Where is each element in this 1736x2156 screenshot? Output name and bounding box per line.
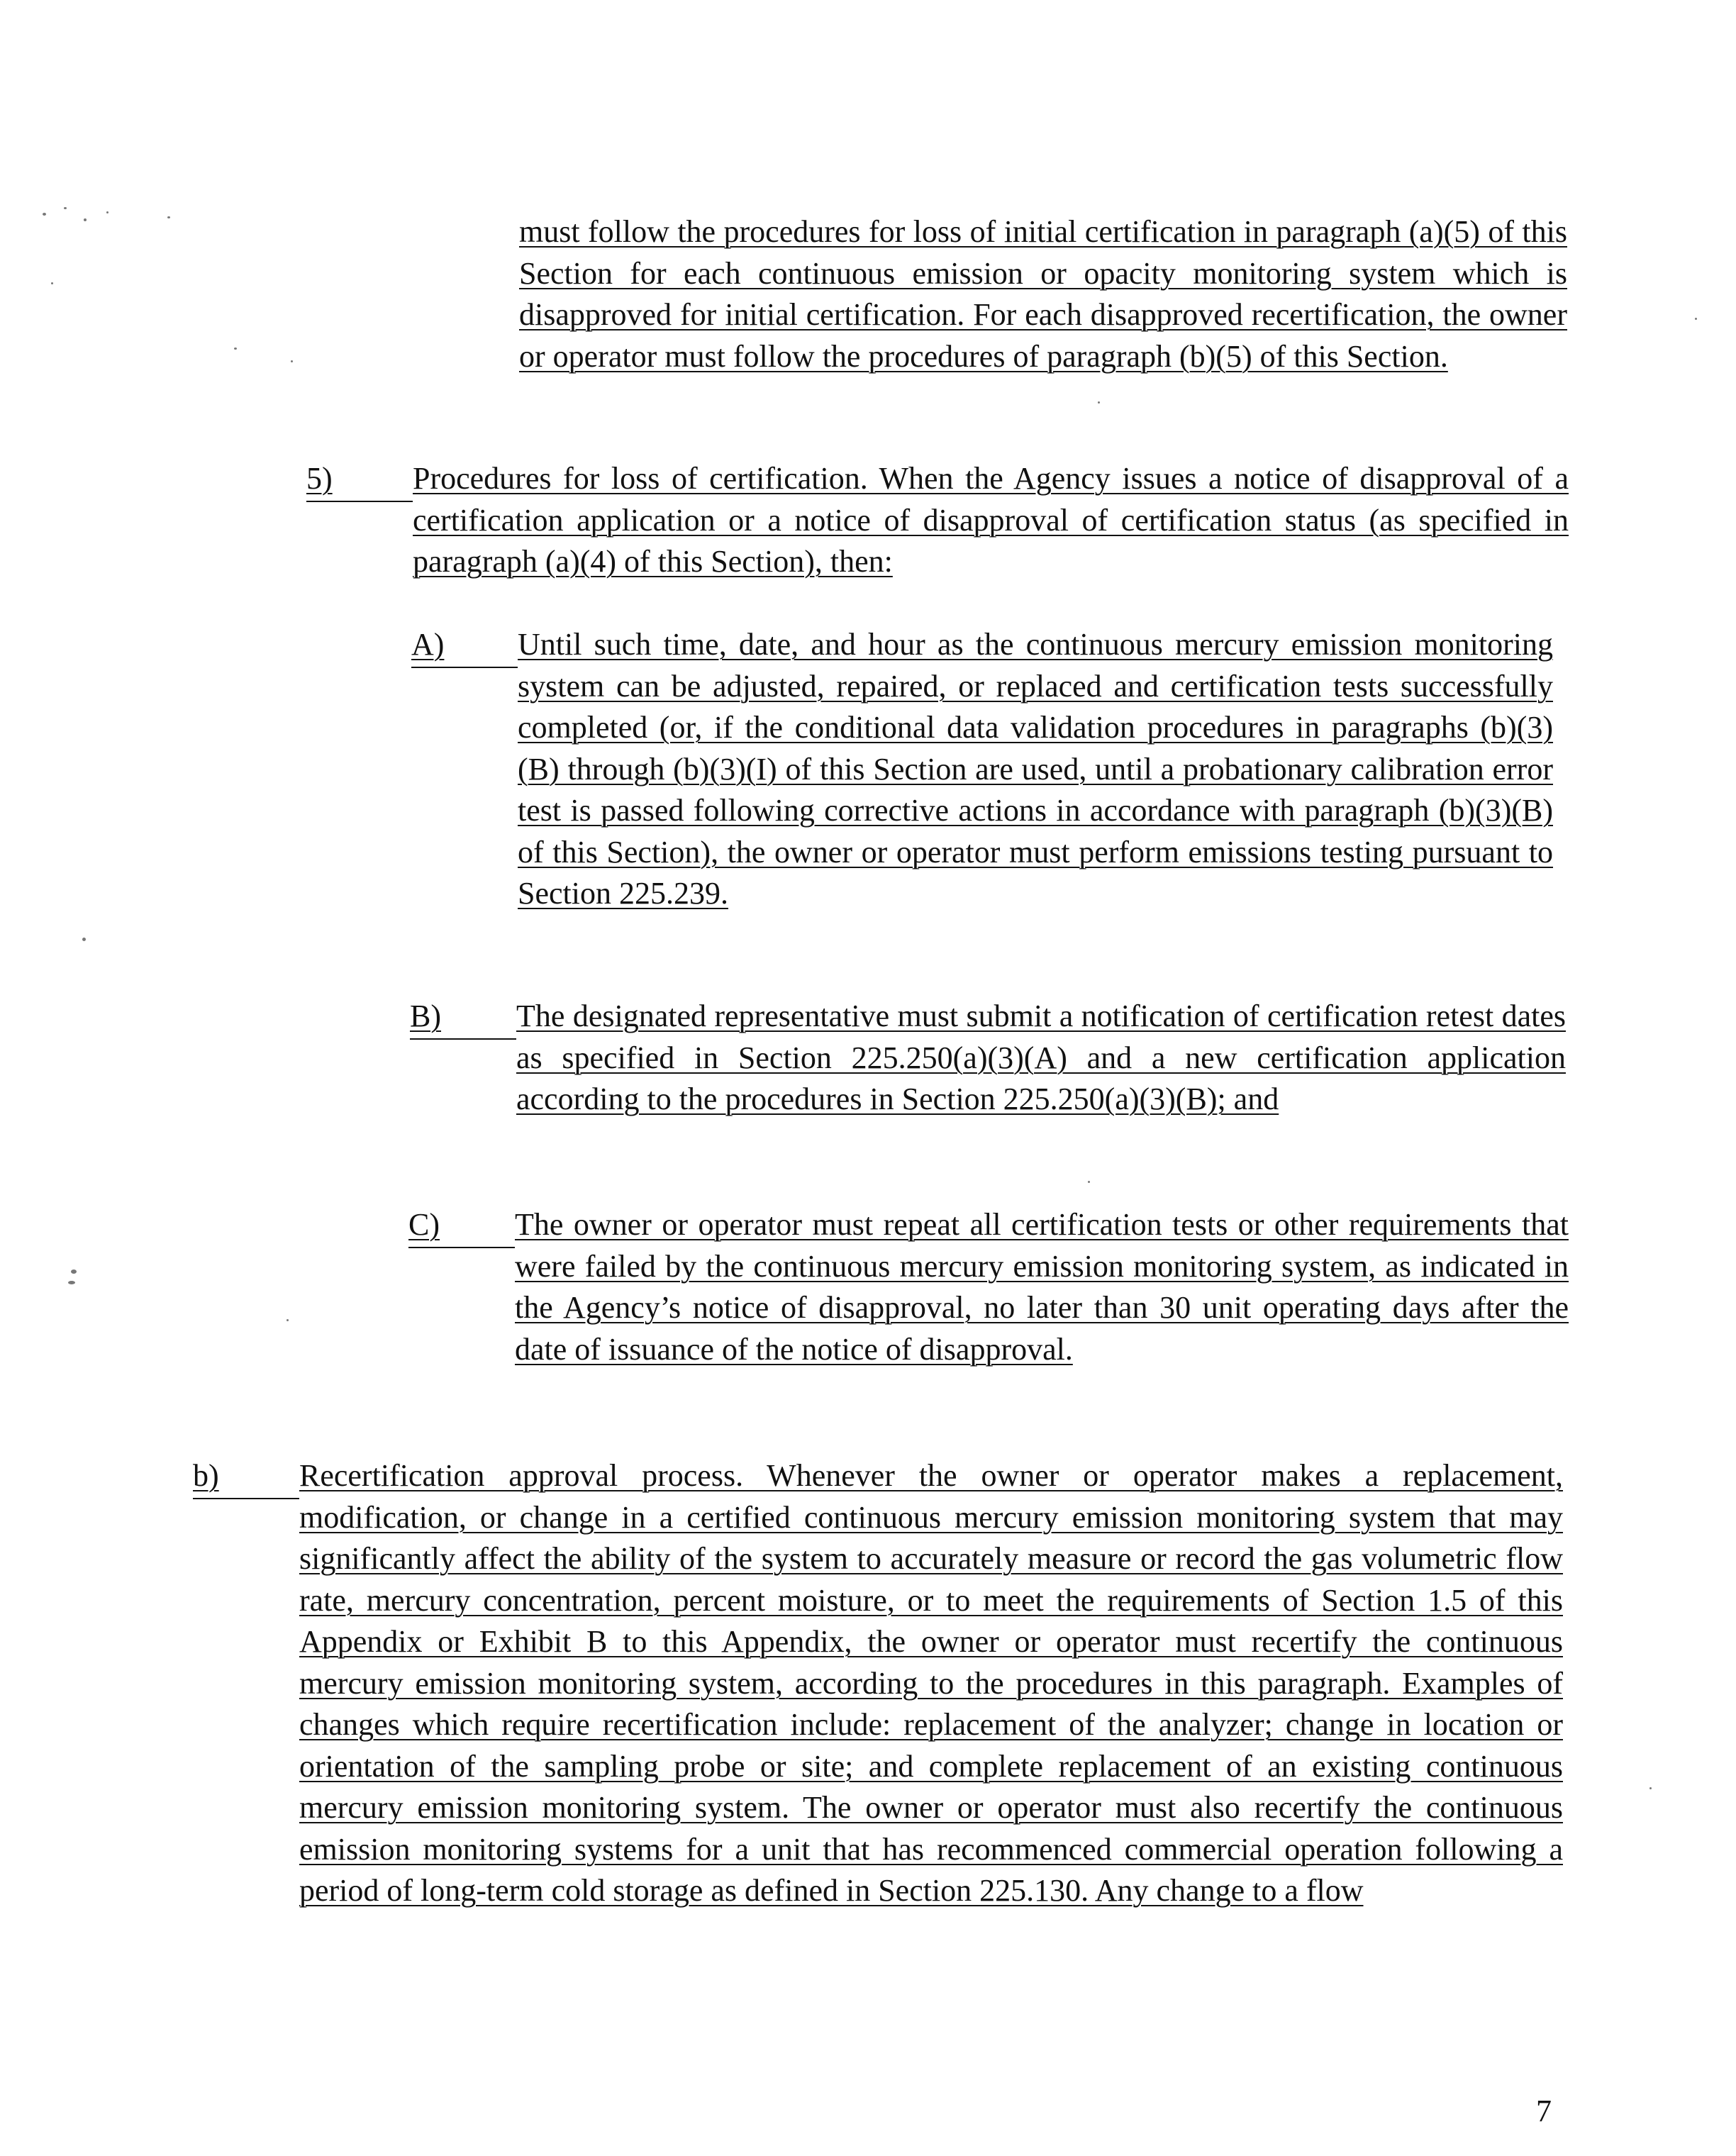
- item-a-marker: A): [411, 627, 445, 662]
- item-5-paragraph: [413, 458, 1569, 583]
- scan-speck: [286, 1319, 289, 1321]
- item-5-marker-rule: [306, 501, 413, 502]
- item-b-marker-rule: [410, 1038, 516, 1040]
- scan-speck: [64, 207, 67, 209]
- scan-speck: [1098, 401, 1100, 404]
- item-5-text: Procedures for loss of certification. When the Agency issues a notice of disapproval of a certification application or a notice of disapproval of certification status (as specified in paragraph (a)(4) of this Section), then:: [413, 461, 1569, 579]
- item-c-marker-rule: [408, 1247, 515, 1248]
- scan-speck: [82, 938, 86, 941]
- item-b-text: The designated representative must submit a notification of certification retest dates as specified in Section 225.250(a)(3)(A) and a new certification application according to the procedures in Section 225.250(a)(3)(B); and: [516, 999, 1566, 1116]
- item-c-marker: C): [408, 1207, 440, 1242]
- item-c-paragraph: [515, 1204, 1569, 1370]
- item-a-paragraph: [518, 624, 1553, 915]
- page-number: 7: [1536, 2094, 1552, 2128]
- scan-speck: [234, 348, 237, 350]
- scan-speck: [84, 218, 87, 221]
- scan-speck: [51, 282, 53, 284]
- item-b-lower-text: Recertification approval process. Whenever the owner or operator makes a replacement, modification, or change in a certified continuous mercury emission monitoring system that may significantly affect the ability of the system to accurately measure or record the gas volumetric flow rate, mercury concentration, percent moisture, or to meet the requirements of Section 1.5 of this Appendix or Exhibit B to this Appendix, the owner or operator must recertify the continuous mercury emission monitoring system, according to the procedures in this paragraph. Examples of changes which require recertification include: replacement of the analyzer; change in location or orientation of the sampling probe or site; and complete replacement of an existing continuous mercury emission monitoring system. The owner or operator must also recertify the continuous emission monitoring systems for a unit that has recommenced commercial operation following a period of long-term cold storage as defined in Section 225.130. Any change to a flow: [299, 1458, 1563, 1908]
- scan-speck: [106, 211, 108, 213]
- item-c-text: The owner or operator must repeat all certification tests or other requirements that were failed by the continuous mercury emission monitoring system, as indicated in the Agency’s notice of disapproval, no later than 30 unit operating days after the date of issuance of the notice of disapproval.: [515, 1207, 1569, 1367]
- scan-speck: [1088, 1181, 1090, 1183]
- item-a-text: Until such time, date, and hour as the continuous mercury emission monitoring system can be adjusted, repaired, or replaced and certification tests successfully completed (or, if the conditional data validation procedures in paragraphs (b)(3)(B) through (b)(3)(I) of this Section are used, until a probationary calibration error test is passed following corrective actions in accordance with paragraph (b)(3)(B) of this Section), the owner or operator must perform emissions testing pursuant to Section 225.239.: [518, 627, 1553, 911]
- item-a-marker-rule: [411, 667, 518, 668]
- scan-speck: [68, 1281, 75, 1284]
- scan-speck: [1695, 318, 1697, 320]
- continuation-paragraph: [519, 211, 1567, 377]
- item-b-lower-marker: b): [193, 1458, 219, 1493]
- scan-speck: [1649, 1787, 1652, 1789]
- scan-speck: [71, 1269, 77, 1274]
- item-b-lower-paragraph: [299, 1455, 1563, 1912]
- scan-speck: [167, 216, 170, 218]
- item-b-paragraph: [516, 996, 1566, 1121]
- item-b-marker: B): [410, 999, 441, 1033]
- scan-speck: [43, 213, 46, 216]
- item-5-marker: 5): [306, 461, 333, 496]
- scan-speck: [291, 360, 293, 362]
- item-b-lower-marker-rule: [193, 1498, 299, 1499]
- continuation-text: must follow the procedures for loss of initial certification in paragraph (a)(5) of this Section for each continuous emission or opacity monitoring system which is disapproved for initial certification. For each disapproved recertification, the owner or operator must follow the procedures of paragraph (b)(5) of this Section.: [519, 214, 1567, 374]
